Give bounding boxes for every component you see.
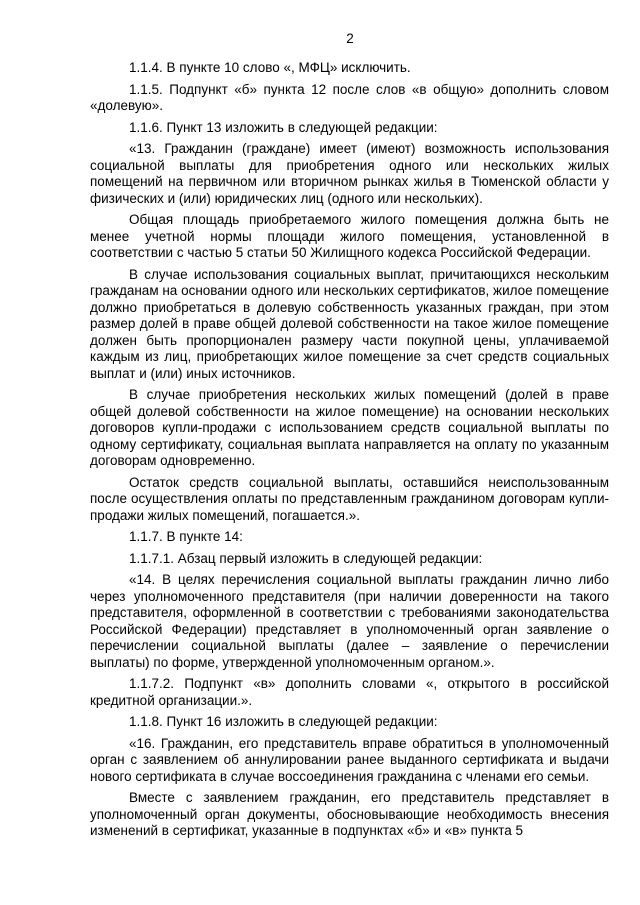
paragraph-shared-ownership: В случае использования социальных выплат, причитающихся нескольким гражданам на основании одного или нескольких сертификатов, жилое помещение должно приобретаться в долевую собственность указанных граждан, при этом размер долей в праве общей долевой собственности на такое жилое помещение должен быть пропорционален размеру части покупной цены, уплачиваемой каждым из лиц, приобретающих жилое помещение за счет средств социальных выплат и (или) иных источников.	[90, 266, 610, 381]
paragraph-1-1-7: 1.1.7. В пункте 14:	[129, 529, 243, 544]
document-body	[90, 60, 609, 845]
paragraph-documents: Вместе с заявлением гражданин, его представитель представляет в уполномоченный орган документы, обосновывающие необходимость внесения изменений в сертификат, указанные в подпунктах «б» и «в» пункта 5	[90, 790, 609, 838]
paragraph-total-area: Общая площадь приобретаемого жилого помещения должна быть не менее учетной нормы площади жилого помещения, установленной в соответствии с частью 5 статьи 50 Жилищного кодекса Российской Федерации.	[90, 212, 609, 260]
paragraph-1-1-7-2: 1.1.7.2. Подпункт «в» дополнить словами «, открытого в российской кредитной организации.».	[90, 676, 609, 708]
paragraph-point-14: «14. В целях перечисления социальной выплаты гражданин лично либо через уполномоченного представителя (при наличии доверенности на такого представителя, оформленной в соответствии с требованиями законодательства Российской Федерации) представляет в уполномоченный орган заявление о перечислении социальной выплаты (далее – заявление о перечислении выплаты) по форме, утвержденной уполномоченным органом.».	[90, 572, 609, 670]
page-number: 2	[346, 31, 354, 46]
paragraph-1-1-7-1: 1.1.7.1. Абзац первый изложить в следующей редакции:	[129, 550, 483, 566]
paragraph-1-1-8: 1.1.8. Пункт 16 изложить в следующей редакции:	[129, 714, 438, 729]
paragraph-1-1-5: 1.1.5. Подпункт «б» пункта 12 после слов «в общую» дополнить словом «долевую».	[90, 81, 609, 113]
paragraph-multiple-dwellings: В случае приобретения нескольких жилых помещений (долей в праве общей долевой собственности на жилое помещение) на основании нескольких договоров купли-продажи с использованием средств социальной выплаты по одному сертификату, социальная выплата направляется на оплату по указанным договорам одновременно.	[90, 387, 609, 468]
paragraph-1-1-4: 1.1.4. В пункте 10 слово «, МФЦ» исключить.	[129, 60, 411, 75]
paragraph-point-13: «13. Гражданин (граждане) имеет (имеют) возможность использования социальной выплаты для приобретения одного или нескольких жилых помещений на первичном или вторичном рынках жилья в Тюменской области у физических и (или) юридических лиц (одного или нескольких).	[90, 141, 609, 206]
paragraph-point-16: «16. Гражданин, его представитель вправе обратиться в уполномоченный орган с заявлением об аннулировании ранее выданного сертификата и выдачи нового сертификата в случае воссоединения гражданина с членами его семьи.	[90, 735, 609, 784]
paragraph-remaining-funds: Остаток средств социальной выплаты, оставшийся неиспользованным после осуществления оплаты по представленным гражданином договорам купли-продажи жилых помещений, погашается.».	[90, 474, 609, 523]
paragraph-1-1-6: 1.1.6. Пункт 13 изложить в следующей редакции:	[129, 119, 438, 135]
